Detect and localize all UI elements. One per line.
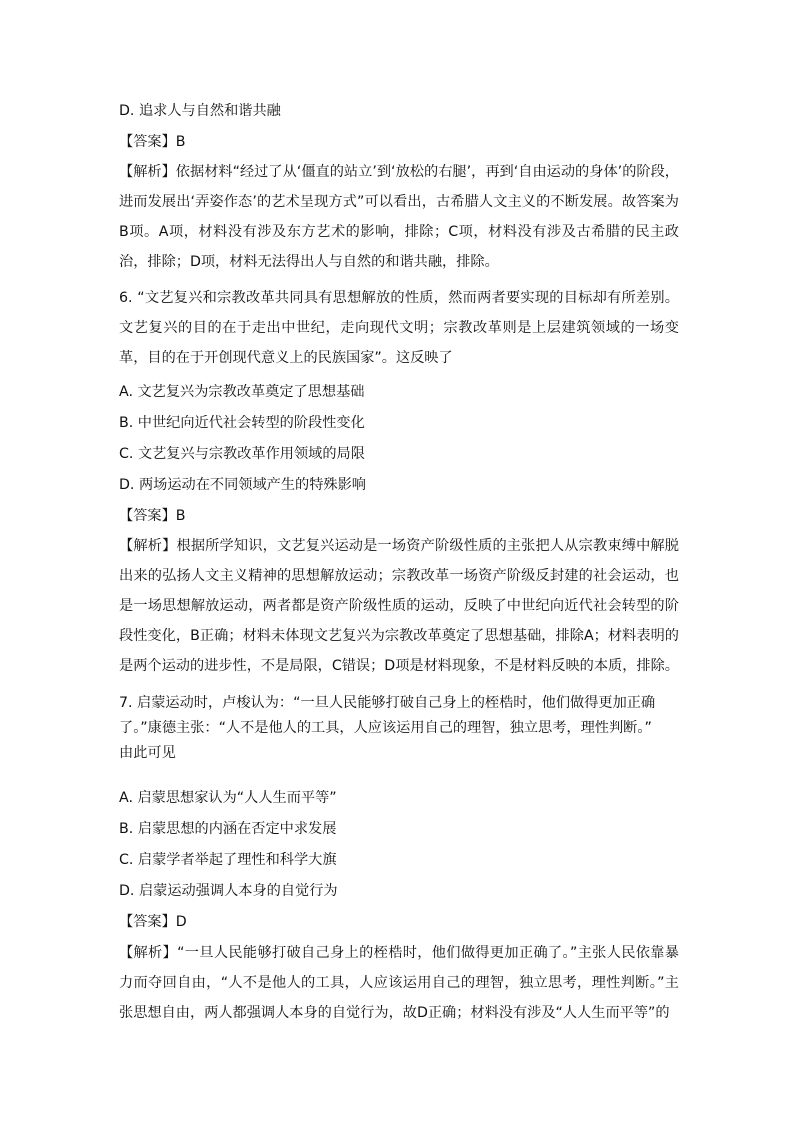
q7-option-d: D. 启蒙运动强调人本身的自觉行为 [119,883,338,899]
q7-option-a: A. 启蒙思想家认为“人人生而平等” [119,790,337,806]
q7-stem-line2: 了。”康德主张：“人不是他人的工具，人应该运用自己的理智，独立思考，理性判断。” [119,720,652,736]
q5-answer: 【答案】B [119,134,186,150]
q6-option-d: D. 两场运动在不同领域产生的特殊影响 [119,477,366,493]
q7-option-c: C. 启蒙学者举起了理性和科学大旗 [119,852,337,868]
q5-option-d: D. 追求人与自然和谐共融 [119,103,281,119]
q6-option-a: A. 文艺复兴为宗教改革奠定了思想基础 [119,384,365,400]
q6-answer: 【答案】B [119,508,186,524]
q7-stem-line3: 由此可见 [119,745,176,761]
q6-option-b: B. 中世纪向近代社会转型的阶段性变化 [119,415,365,431]
q7-option-b: B. 启蒙思想的内涵在否定中求发展 [119,821,337,837]
q6-option-c: C. 文艺复兴与宗教改革作用领域的局限 [119,446,365,462]
q7-analysis: 【解析】“一旦人民能够打破自己身上的桎梏时，他们做得更加正确了。”主张人民依靠暴力而夺回自由，“人不是他人的工具，人应该运用自己的理智，独立思考，理性判断。”主张思想自由，两人都强调人本身的自觉行为，故D正确；材料没有涉及“人人生而平等”的 [119,945,679,1021]
q7-stem-line1: 7. 启蒙运动时，卢梭认为：“一旦人民能够打破自己身上的桎梏时，他们做得更加正确 [119,695,656,711]
q6-stem: 6. “文艺复兴和宗教改革共同具有思想解放的性质，然而两者要实现的目标却有所差别。文艺复兴的目的在于走出中世纪，走向现代文明；宗教改革则是上层建筑领域的一场变革，目的在于开创现代意义上的民族国家”。这反映了 [119,290,679,366]
q5-analysis: 【解析】依据材料“经过了从‘僵直的站立’到‘放松的右腿’，再到‘自由运动的身体’的阶段，进而发展出‘弄姿作态’的艺术呈现方式”可以看出，古希腊人文主义的不断发展。故答案为B项。A项，材料没有涉及东方艺术的影响，排除；C项，材料没有涉及古希腊的民主政治，排除；D项，材料无法得出人与自然的和谐共融，排除。 [119,164,679,270]
q6-analysis: 【解析】根据所学知识，文艺复兴运动是一场资产阶级性质的主张把人从宗教束缚中解脱出来的弘扬人文主义精神的思想解放运动；宗教改革一场资产阶级反封建的社会运动，也是一场思想解放运动，两者都是资产阶级性质的运动，反映了中世纪向近代社会转型的阶段性变化，B正确；材料未体现文艺复兴为宗教改革奠定了思想基础，排除A；材料表明的是两个运动的进步性，不是局限，C错误；D项是材料现象，不是材料反映的本质，排除。 [119,538,679,674]
q7-answer: 【答案】D [119,914,187,930]
